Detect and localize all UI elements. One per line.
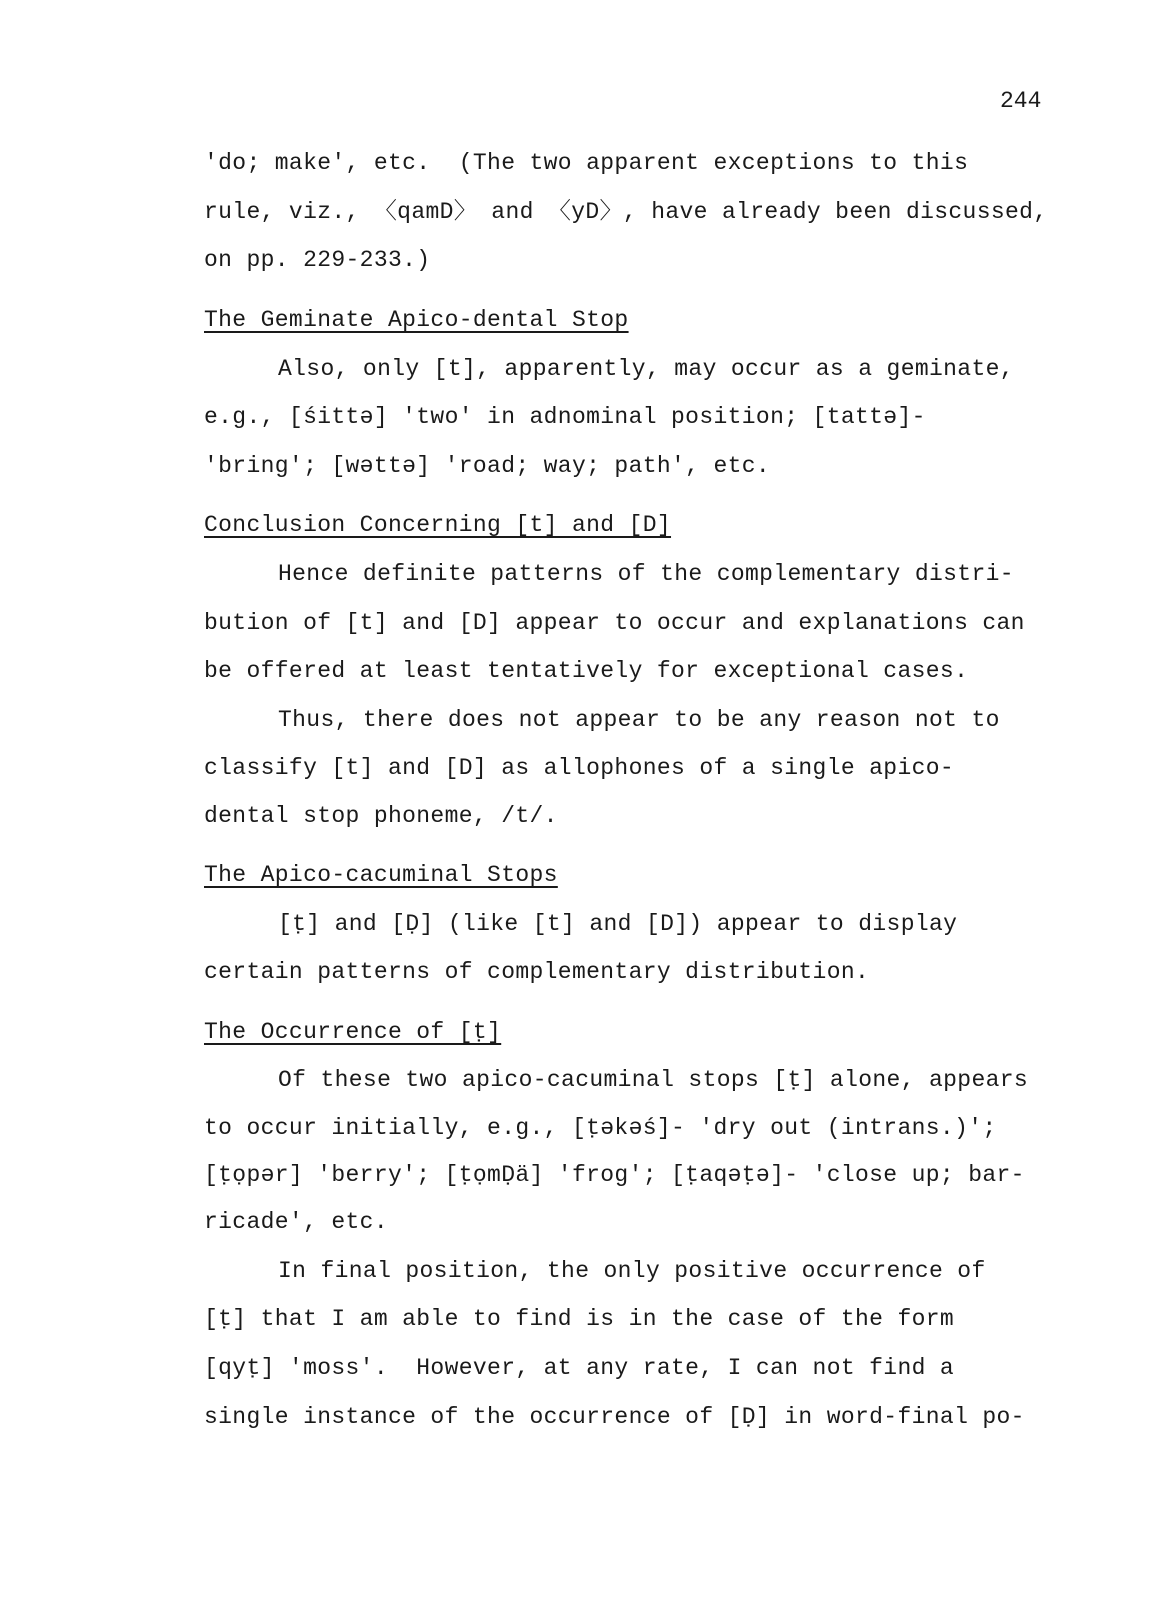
paragraph-line: Thus, there does not appear to be any reason not to [278, 707, 1000, 733]
section-heading: The Apico-cacuminal Stops [204, 862, 558, 888]
paragraph-line: on pp. 229-233.) [204, 247, 431, 273]
paragraph-line: ricade', etc. [204, 1209, 388, 1235]
paragraph-line: certain patterns of complementary distribution. [204, 959, 870, 985]
page-number: 244 [1000, 88, 1042, 114]
paragraph-line: [ṭọpər] 'berry'; [ṭọmḌä] 'frog'; [ṭaqəṭə]- 'close up; bar- [204, 1162, 1025, 1188]
paragraph-line: classify [t] and [D] as allophones of a single apico- [204, 755, 955, 781]
paragraph-line: single instance of the occurrence of [Ḍ] in word-final po- [204, 1404, 1025, 1430]
paragraph-line: to occur initially, e.g., [ṭəkəś]- 'dry out (intrans.)'; [204, 1115, 997, 1141]
paragraph-line: dental stop phoneme, /t/. [204, 803, 558, 829]
paragraph-line: e.g., [śittə] 'two' in adnominal position; [tattə]- [204, 404, 926, 430]
section-heading: Conclusion Concerning [t] and [D] [204, 512, 672, 538]
paragraph-line: [ṭ] and [Ḍ] (like [t] and [D]) appear to display [278, 911, 958, 937]
section-heading: The Occurrence of [ṭ] [204, 1019, 502, 1045]
paragraph-line: bution of [t] and [D] appear to occur and explanations can [204, 610, 1025, 636]
paragraph-line: Of these two apico-cacuminal stops [ṭ] alone, appears [278, 1067, 1029, 1093]
paragraph-line: 'do; make', etc. (The two apparent exceptions to this [204, 150, 969, 176]
paragraph-line: 'bring'; [wəttə] 'road; way; path', etc. [204, 453, 771, 479]
paragraph-line: Also, only [t], apparently, may occur as a geminate, [278, 356, 1014, 382]
paragraph-line: [ṭ] that I am able to find is in the case of the form [204, 1306, 955, 1332]
section-heading: The Geminate Apico-dental Stop [204, 307, 629, 333]
paragraph-line: be offered at least tentatively for exceptional cases. [204, 658, 969, 684]
paragraph-line: rule, viz., 〈qamD〉 and 〈yD〉, have already been discussed, [204, 199, 1048, 225]
paragraph-line: [qyṭ] 'moss'. However, at any rate, I can not find a [204, 1355, 955, 1381]
paragraph-line: Hence definite patterns of the complementary distri- [278, 561, 1014, 587]
paragraph-line: In final position, the only positive occurrence of [278, 1258, 986, 1284]
